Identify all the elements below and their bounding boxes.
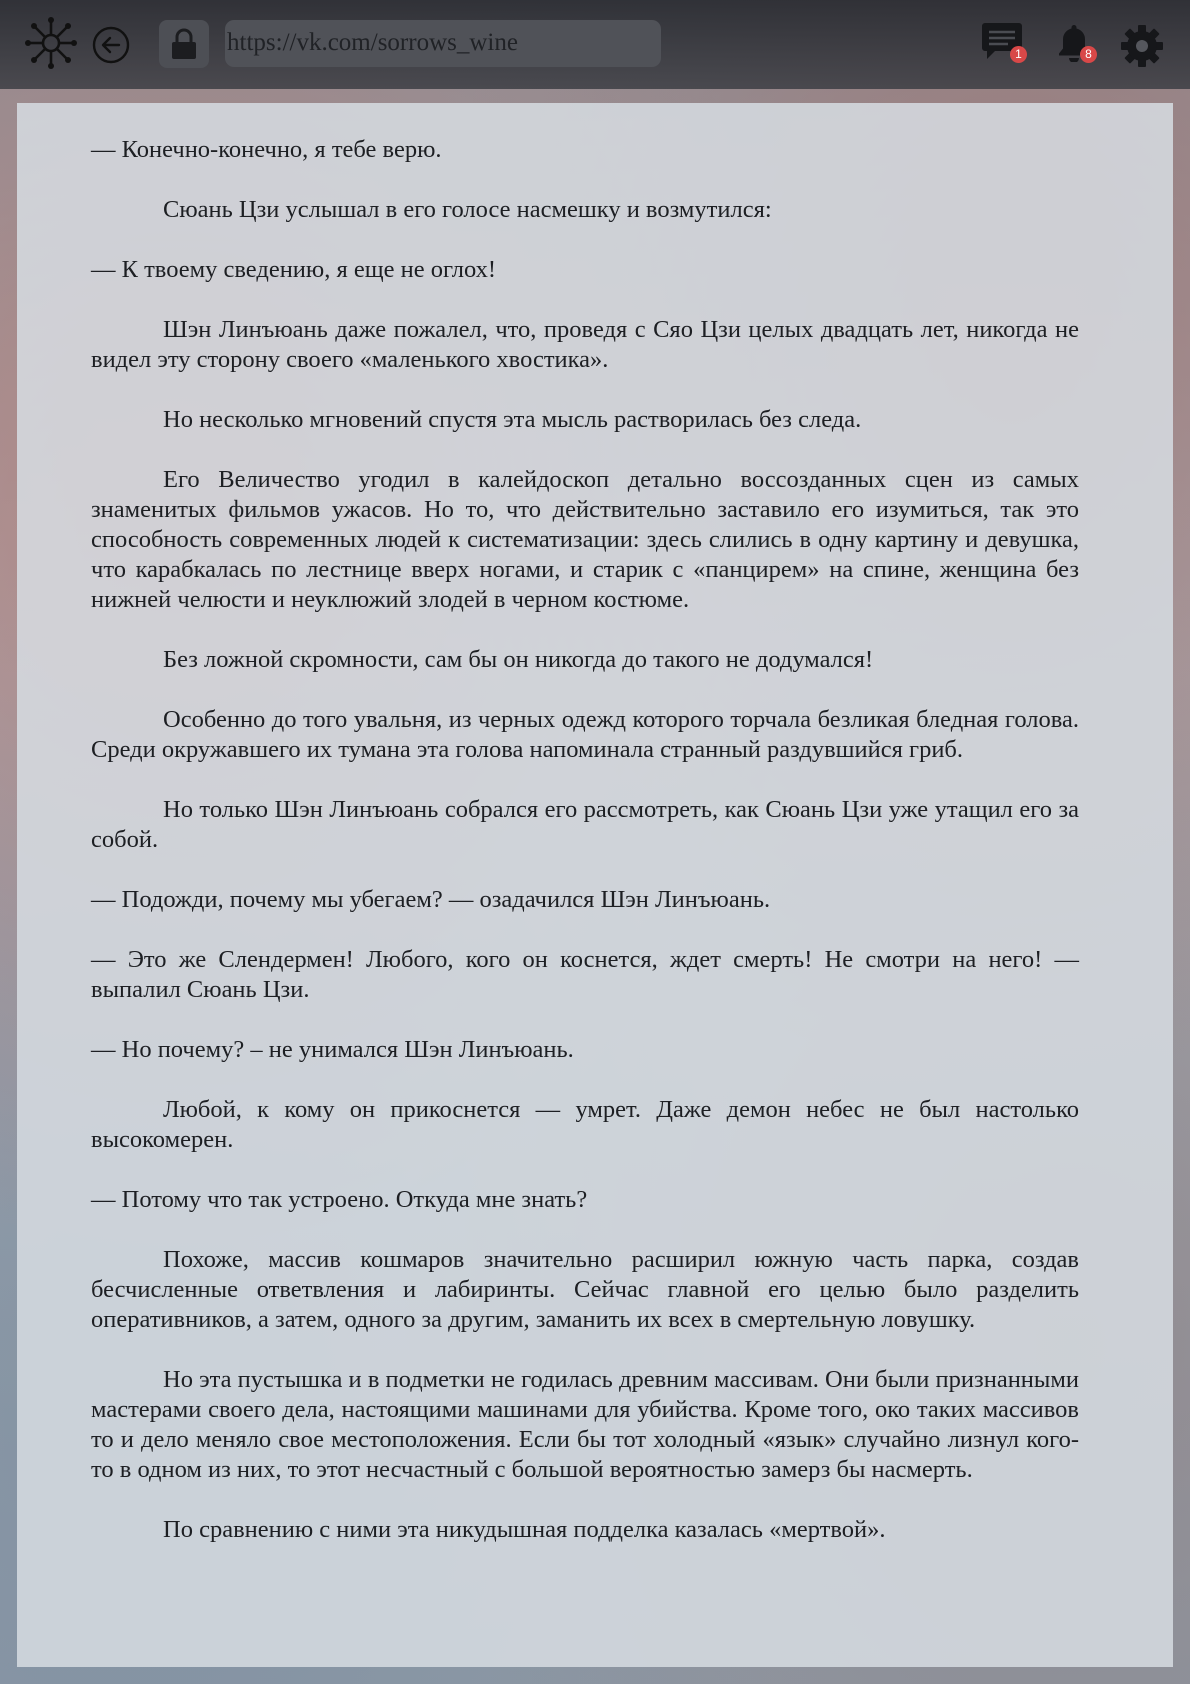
paragraph: По сравнению с ними эта никудышная подделка казалась «мертвой».	[163, 1516, 886, 1543]
paragraph: Но эта пустышка и в подметки не годилась древним массивам. Они были признанными мастерами своего дела, настоящими машинами для убийства. Кроме того, око таких массивов то и дело меняло свое местоположения. Если бы тот холодный «язык» случайно лизнул кого-то в одном из них, то этот несчастный с большой вероятностью замерз бы насмерть.	[91, 1366, 1079, 1483]
paragraph: — Это же Слендермен! Любого, кого он коснется, ждет смерть! Не смотри на него! — выпалил Сюань Цзи.	[91, 946, 1079, 1003]
paragraph: — Конечно-конечно, я тебе верю.	[91, 136, 442, 163]
messages-count-badge: 1	[1010, 46, 1027, 63]
reading-panel	[17, 103, 1173, 1667]
lock-icon	[170, 28, 198, 60]
paragraph: — Потому что так устроено. Откуда мне знать?	[91, 1186, 588, 1213]
paragraph: Похоже, массив кошмаров значительно расширил южную часть парка, создав бесчисленные ответвления и лабиринты. Сейчас главной его целью было разделить оперативников, а затем, одного за другим, заманить их всех в смертельную ловушку.	[91, 1246, 1079, 1333]
url-text: https://vk.com/sorrows_wine	[227, 29, 518, 56]
paragraph: — Подожди, почему мы убегаем? — озадачился Шэн Линъюань.	[91, 886, 771, 913]
paragraph: Особенно до того увальня, из черных одежд которого торчала безликая бледная голова. Среди окружавшего их тумана эта голова напоминала странный раздувшийся гриб.	[91, 706, 1079, 763]
paragraph: Сюань Цзи услышал в его голосе насмешку и возмутился:	[163, 196, 772, 223]
lock-button[interactable]	[159, 20, 209, 68]
article-content	[91, 135, 1079, 1575]
paragraph: — К твоему сведению, я еще не оглох!	[91, 256, 497, 283]
url-bar[interactable]	[225, 20, 661, 67]
paragraph: Любой, к кому он прикоснется — умрет. Даже демон небес не был настолько высокомерен.	[91, 1096, 1079, 1153]
paragraph: Без ложной скромности, сам бы он никогда до такого не додумался!	[163, 646, 874, 673]
notifications-count-badge: 8	[1080, 46, 1097, 63]
notifications-button[interactable]	[1056, 22, 1100, 66]
paragraph: Его Величество угодил в калейдоскоп детально воссозданных сцен из самых знаменитых фильмов ужасов. Но то, что действительно заставило его изумиться, так это способность современных людей к систематизации: здесь слились в одну картину и девушка, что карабкалась по лестнице вверх ногами, и старик с «панцирем» на спине, женщина без нижней челюсти и неуклюжий злодей в черном костюме.	[91, 466, 1079, 613]
logo-icon[interactable]	[24, 16, 78, 70]
gear-icon[interactable]	[1120, 24, 1164, 68]
paragraph: Шэн Линъюань даже пожалел, что, проведя с Сяо Цзи целых двадцать лет, никогда не видел эту сторону своего «маленького хвостика».	[91, 316, 1079, 373]
back-arrow-icon[interactable]	[91, 25, 131, 65]
messages-button[interactable]	[980, 22, 1028, 66]
paragraph: — Но почему? – не унимался Шэн Линъюань.	[91, 1036, 574, 1063]
top-toolbar	[0, 0, 1190, 89]
paragraph: Но только Шэн Линъюань собрался его рассмотреть, как Сюань Цзи уже утащил его за собой.	[91, 796, 1079, 853]
paragraph: Но несколько мгновений спустя эта мысль растворилась без следа.	[163, 406, 862, 433]
